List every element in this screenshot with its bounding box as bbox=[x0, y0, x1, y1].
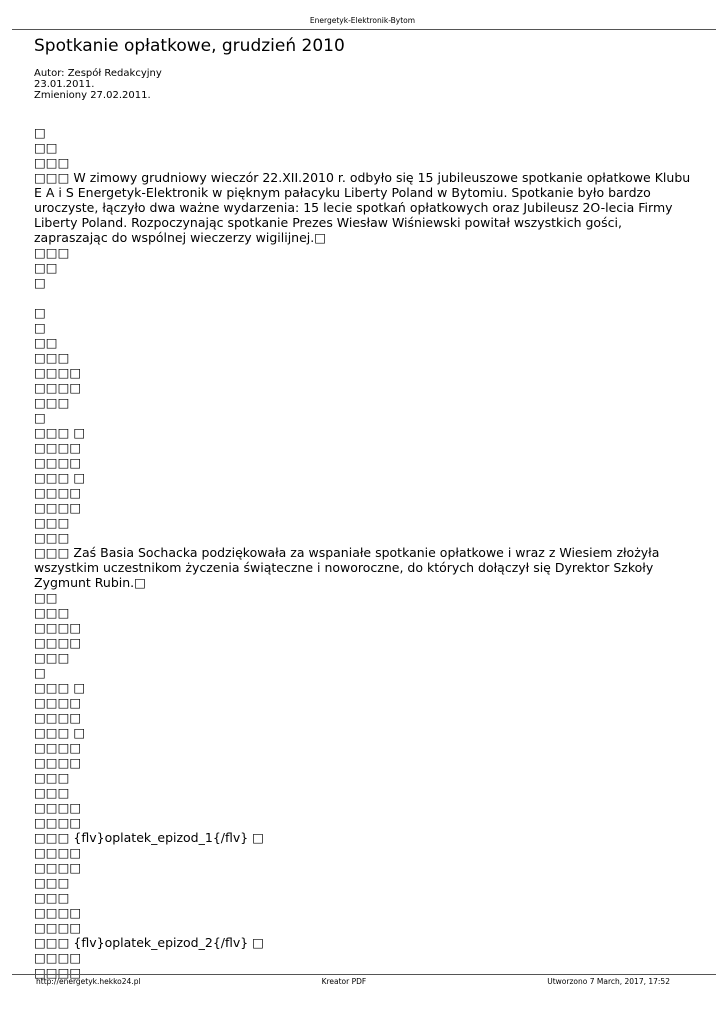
article-meta bbox=[34, 68, 162, 101]
body-line: □□□ bbox=[34, 155, 70, 170]
body-line: □□□ □ bbox=[34, 680, 86, 695]
body-line: □ bbox=[34, 320, 46, 335]
body-line: □ bbox=[34, 305, 46, 320]
body-line: □ bbox=[34, 410, 46, 425]
body-line: □□ bbox=[34, 590, 58, 605]
body-line: □□□ □ bbox=[34, 425, 86, 440]
blank-line bbox=[34, 290, 694, 305]
page-header: Energetyk-Elektronik-Bytom bbox=[309, 16, 416, 25]
article-modified-date: Zmieniony 27.02.2011. bbox=[34, 90, 151, 101]
body-line: □□□□ bbox=[34, 755, 82, 770]
footer-rule bbox=[12, 974, 716, 975]
body-line: □□□ bbox=[34, 350, 70, 365]
body-line: □□□□ bbox=[34, 365, 82, 380]
footer-created-date: Utworzono 7 March, 2017, 17:52 bbox=[547, 977, 670, 986]
body-line: □□□□ bbox=[34, 860, 82, 875]
body-line: □□□ {flv}oplatek_epizod_2{/flv} □ bbox=[34, 935, 264, 950]
body-line: □□□ □ bbox=[34, 470, 86, 485]
body-line: □□□□ bbox=[34, 965, 82, 980]
body-line: □□□□ bbox=[34, 710, 82, 725]
body-line: □□□□ bbox=[34, 695, 82, 710]
body-line: □□□ bbox=[34, 605, 70, 620]
body-line: □□□□ bbox=[34, 635, 82, 650]
header-rule bbox=[12, 29, 716, 30]
footer-url[interactable]: http://energetyk.hekko24.pl bbox=[36, 977, 141, 986]
body-line: □□□ {flv}oplatek_epizod_1{/flv} □ bbox=[34, 830, 264, 845]
article-created-date: 23.01.2011. bbox=[34, 79, 95, 90]
body-line: □□□ bbox=[34, 770, 70, 785]
body-line: □ bbox=[34, 665, 46, 680]
article-author: Autor: Zespół Redakcyjny bbox=[34, 68, 162, 79]
body-line: □□□ □ bbox=[34, 725, 86, 740]
page-footer bbox=[36, 977, 670, 986]
body-paragraph: □□□ W zimowy grudniowy wieczór 22.XII.2010 r. odbyło się 15 jubileuszowe spotkanie opłatkowe Klubu E A i S Energetyk-Elektronik w pięknym pałacyku Liberty Poland w Bytomiu. Spotkanie było bardzo uroczyste, łączyło dwa ważne wydarzenia: 15 lecie spotkań opłatkowych oraz Jubileusz 2O-lecia Firmy Liberty Poland. Rozpoczynając spotkanie Prezes Wiesław Wiśniewski powitał wszystkich gości, zapraszając do wspólnej wieczerzy wigilijnej.□ bbox=[34, 170, 691, 245]
body-line: □□ bbox=[34, 140, 58, 155]
body-line: □□□ bbox=[34, 890, 70, 905]
body-line: □ bbox=[34, 275, 46, 290]
body-line: □□□ bbox=[34, 875, 70, 890]
body-line: □□ bbox=[34, 260, 58, 275]
body-line: □□□ bbox=[34, 515, 70, 530]
body-line: □□□□ bbox=[34, 920, 82, 935]
body-line: □□□□ bbox=[34, 380, 82, 395]
body-line: □□□□ bbox=[34, 455, 82, 470]
article-body bbox=[34, 125, 694, 980]
body-line: □□□□ bbox=[34, 815, 82, 830]
body-line: □□□□ bbox=[34, 485, 82, 500]
body-line: □□□ bbox=[34, 245, 70, 260]
body-line: □□□□ bbox=[34, 845, 82, 860]
footer-generator: Kreator PDF bbox=[321, 977, 367, 986]
body-line: □ bbox=[34, 125, 46, 140]
body-line: □□□□ bbox=[34, 905, 82, 920]
body-line: □□□□ bbox=[34, 440, 82, 455]
body-line: □□□ bbox=[34, 395, 70, 410]
body-paragraph: □□□ Zaś Basia Sochacka podziękowała za wspaniałe spotkanie opłatkowe i wraz z Wiesiem złożyła wszystkim uczestnikom życzenia świąteczne i noworoczne, do których dołączył się Dyrektor Szkoły Zygmunt Rubin.□ bbox=[34, 545, 660, 590]
body-line: □□□□ bbox=[34, 740, 82, 755]
body-line: □□□□ bbox=[34, 950, 82, 965]
body-line: □□□ bbox=[34, 530, 70, 545]
article-title: Spotkanie opłatkowe, grudzień 2010 bbox=[34, 36, 345, 56]
body-line: □□□ bbox=[34, 650, 70, 665]
body-line: □□□□ bbox=[34, 800, 82, 815]
body-line: □□ bbox=[34, 335, 58, 350]
body-line: □□□□ bbox=[34, 500, 82, 515]
body-line: □□□□ bbox=[34, 620, 82, 635]
body-line: □□□ bbox=[34, 785, 70, 800]
